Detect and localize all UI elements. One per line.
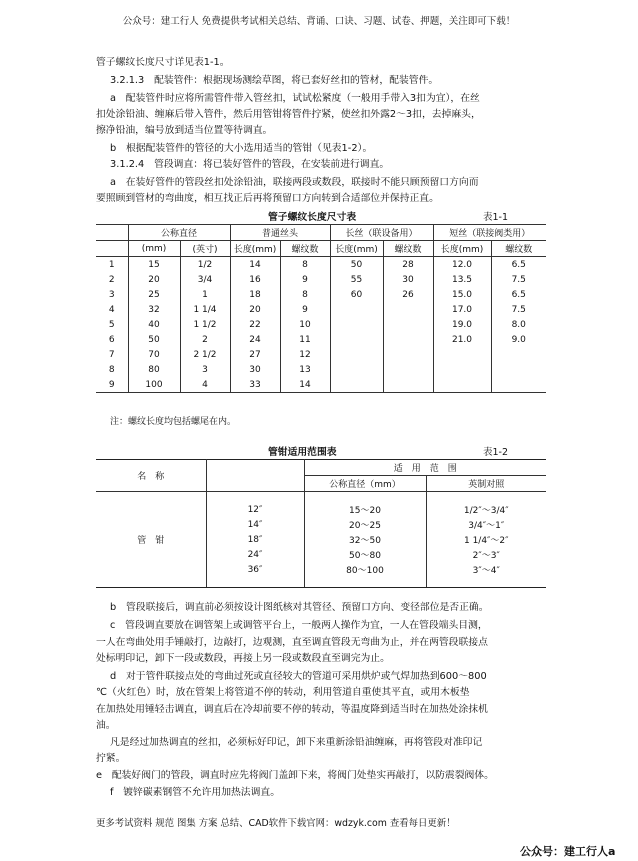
table-cell: 4: [180, 377, 230, 393]
paragraph: 油。: [96, 720, 116, 731]
table-cell: 6: [108, 334, 115, 345]
table-cell: [330, 362, 383, 377]
table-cell: 12″: [206, 492, 304, 518]
watermark: 公众号：建工行人a: [520, 845, 616, 858]
paragraph: 处标明印记，卸下一段或数段，再接上另一段或数段直至调完为止。: [96, 653, 390, 664]
table-cell: [491, 362, 546, 377]
table-cell: 36″: [206, 562, 304, 588]
table-cell: 7: [108, 349, 115, 360]
table-cell: 20～25: [304, 517, 426, 532]
table-cell: 33: [230, 377, 280, 393]
table-row: [96, 377, 546, 393]
table-cell: 8: [108, 364, 115, 375]
table-note: 注：螺纹长度均包括螺尾在内。: [110, 417, 237, 427]
thread-length-table: [96, 224, 546, 393]
paragraph: 3.2.1.3 配装管件：根据现场测绘草图，将已套好丝扣的管材，配装管件。: [110, 75, 439, 86]
table-cell: 1: [108, 259, 115, 270]
table-cell: [383, 347, 433, 362]
table-cell: 8.0: [491, 317, 546, 332]
header-cell: 螺纹数: [383, 241, 433, 257]
paragraph: c 管段调直要放在调管架上或调管平台上，一般两人操作为宜，一人在管段端头目测，: [110, 620, 488, 631]
table-cell: 1/2: [180, 257, 230, 273]
header-cell: 英制对照: [426, 476, 546, 492]
table-cell: 3″～4″: [426, 562, 546, 588]
table-row: [96, 302, 546, 317]
table-row: [96, 492, 546, 518]
table-cell: 9.0: [491, 332, 546, 347]
header-cell: 长度(mm): [330, 241, 383, 257]
table-cell: 19.0: [433, 317, 491, 332]
table-cell: 60: [330, 287, 383, 302]
paragraph: 擦净铅油，编号放到适当位置等待调直。: [96, 125, 273, 136]
table-label: 表1-1: [483, 212, 509, 223]
table-cell: 18″: [206, 532, 304, 547]
table-cell: 3/4: [180, 272, 230, 287]
paragraph: f 镀锌碳素钢管不允许用加热法调直。: [110, 787, 280, 798]
table-cell: 3: [108, 289, 115, 300]
table-cell: 1/2″～3/4″: [426, 492, 546, 518]
table-title: 管钳适用范围表: [268, 447, 337, 458]
table-cell: 14″: [206, 517, 304, 532]
table-cell: 70: [128, 347, 180, 362]
table-cell: 15.0: [433, 287, 491, 302]
table-cell: 3: [180, 362, 230, 377]
table-cell: 10: [280, 317, 330, 332]
table-cell: 32: [128, 302, 180, 317]
header-cell: 公称直径（mm）: [304, 476, 426, 492]
header-cell: 螺纹数: [280, 241, 330, 257]
table-cell: 40: [128, 317, 180, 332]
paragraph: a 配装管件时应将所需管件带入管丝扣，试试松紧度（一般用手带入3扣为宜），在丝: [110, 93, 480, 104]
table-cell: 1 1/4″～2″: [426, 532, 546, 547]
table-row: [96, 257, 546, 273]
table-cell: 11: [280, 332, 330, 347]
table-row: [96, 317, 546, 332]
table-row: [96, 272, 546, 287]
paragraph: ℃（火红色）时，放在管架上将管道不停的转动，利用管道自重使其平直，或用木板垫: [96, 687, 470, 698]
table-cell: 2 1/2: [180, 347, 230, 362]
table-cell: 24: [230, 332, 280, 347]
table-cell: 50～80: [304, 547, 426, 562]
table-cell: 14: [230, 257, 280, 273]
table-cell: 17.0: [433, 302, 491, 317]
header-cell: 适 用 范 围: [304, 460, 546, 476]
table-cell: 9: [280, 302, 330, 317]
table-cell: 20: [230, 302, 280, 317]
table-cell: 80: [128, 362, 180, 377]
header-cell: [96, 241, 128, 257]
paragraph: 拧紧。: [96, 753, 126, 764]
table-cell: 13: [280, 362, 330, 377]
table-cell: 25: [128, 287, 180, 302]
page-header: 公众号：建工行人 免费提供考试相关总结、背诵、口诀、习题、试卷、押题，关注即可下载！: [122, 16, 516, 27]
table-cell: [330, 317, 383, 332]
table-row: [96, 332, 546, 347]
header-cell: 长度(mm): [433, 241, 491, 257]
pipe-wrench-table: [96, 459, 546, 588]
table-cell: 9: [280, 272, 330, 287]
table-cell: 15～20: [304, 492, 426, 518]
table-cell: 3/4″～1″: [426, 517, 546, 532]
table-cell: [433, 362, 491, 377]
header-cell: [206, 460, 304, 492]
table-cell: 15: [128, 257, 180, 273]
table-row: [96, 287, 546, 302]
table-row: [96, 347, 546, 362]
header-cell: 短丝（联接阀类用）: [433, 225, 546, 241]
paragraph: b 根据配装管件的管径的大小选用适当的管钳（见表1-2）。: [110, 143, 373, 154]
table-cell: [383, 332, 433, 347]
table-cell: 100: [128, 377, 180, 393]
table-cell: 5: [108, 319, 115, 330]
table-cell: 18: [230, 287, 280, 302]
table-cell: 2: [180, 332, 230, 347]
table-label: 表1-2: [483, 447, 509, 458]
header-cell: 长度(mm): [230, 241, 280, 257]
header-cell: 长丝（联设备用）: [330, 225, 433, 241]
table-row: [96, 362, 546, 377]
table-cell: [330, 377, 383, 393]
table-cell: [383, 377, 433, 393]
table-cell: 12: [280, 347, 330, 362]
table-cell: 1: [180, 287, 230, 302]
table-cell: 7.5: [491, 302, 546, 317]
table-cell: 28: [383, 257, 433, 273]
table-cell: 30: [383, 272, 433, 287]
table-cell: 21.0: [433, 332, 491, 347]
table-cell: 1 1/2: [180, 317, 230, 332]
table-cell: 20: [128, 272, 180, 287]
header-cell: 螺纹数: [491, 241, 546, 257]
table-cell: 50: [330, 257, 383, 273]
table-cell: [383, 317, 433, 332]
table-cell: 4: [108, 304, 115, 315]
table-cell: 50: [128, 332, 180, 347]
table-cell: 8: [280, 257, 330, 273]
table-cell: 22: [230, 317, 280, 332]
paragraph: 凡是经过加热调直的丝扣，必须标好印记，卸下来重新涂铅油缠麻，再将管段对准印记: [110, 737, 483, 748]
header-cell: 普通丝头: [230, 225, 330, 241]
paragraph: 扣处涂铅油、缠麻后带入管件，然后用管钳将管件拧紧，使丝扣外露2～3扣，去掉麻头，: [96, 109, 481, 120]
tool-name-cell: 管 钳: [96, 492, 206, 588]
table-cell: [330, 302, 383, 317]
table-cell: 27: [230, 347, 280, 362]
paragraph: 要照顾到管材的弯曲度，相互找正后再将预留口方向转到合适部位并保持正直。: [96, 193, 439, 204]
paragraph: 在加热处用锤轻击调直，调直后在冷却前要不停的转动，等温度降到适当时在加热处涂抹机: [96, 704, 488, 715]
table-cell: 80～100: [304, 562, 426, 588]
table-cell: 30: [230, 362, 280, 377]
paragraph: e 配装好阀门的管段，调直时应先将阀门盖卸下来，将阀门处垫实再敲打，以防震裂阀体。: [96, 770, 494, 781]
table-cell: 24″: [206, 547, 304, 562]
table-cell: 1 1/4: [180, 302, 230, 317]
table-cell: [383, 362, 433, 377]
header-cell: (英寸): [180, 241, 230, 257]
header-cell: (mm): [128, 241, 180, 257]
table-cell: [330, 332, 383, 347]
table-cell: 2″～3″: [426, 547, 546, 562]
table-cell: 32～50: [304, 532, 426, 547]
table-cell: 26: [383, 287, 433, 302]
table-cell: 9: [96, 377, 128, 393]
table-cell: [491, 347, 546, 362]
footer-text: 更多考试资料 规范 图集 方案 总结、CAD软件下载官网：wdzyk.com 查看每日更新！: [96, 818, 456, 829]
header-cell: 公称直径: [128, 225, 230, 241]
table-cell: [383, 302, 433, 317]
paragraph: a 在装好管件的管段丝扣处涂铅油，联接两段或数段，联接时不能只顾预留口方向而: [110, 177, 479, 188]
table-cell: [433, 347, 491, 362]
table-cell: 12.0: [433, 257, 491, 273]
table-cell: 7.5: [491, 272, 546, 287]
table-cell: 2: [108, 274, 115, 285]
table-cell: [433, 377, 491, 393]
paragraph: d 对于管件联接点处的弯曲过死或直径较大的管道可采用烘炉或气焊加热到600～800: [110, 671, 487, 682]
table-cell: 8: [280, 287, 330, 302]
table-title: 管子螺纹长度尺寸表: [268, 212, 357, 223]
paragraph: 一人在弯曲处用手锤敲打，边敲打，边观测，直至调直管段无弯曲为止，并在两管段联接点: [96, 637, 488, 648]
table-cell: 13.5: [433, 272, 491, 287]
table-cell: 6.5: [491, 257, 546, 273]
table-cell: 55: [330, 272, 383, 287]
header-cell: [96, 225, 128, 241]
paragraph: b 管段联接后，调直前必须按设计图纸核对其管径、预留口方向、变径部位是否正确。: [110, 602, 489, 613]
table-cell: [491, 377, 546, 393]
table-cell: 6.5: [491, 287, 546, 302]
table-cell: [330, 347, 383, 362]
header-cell: 名 称: [96, 460, 206, 492]
paragraph: 3.1.2.4 管段调直：将已装好管件的管段，在安装前进行调直。: [110, 159, 390, 170]
table-cell: 14: [280, 377, 330, 393]
table-cell: 16: [230, 272, 280, 287]
paragraph: 管子螺纹长度尺寸详见表1-1。: [96, 57, 230, 68]
